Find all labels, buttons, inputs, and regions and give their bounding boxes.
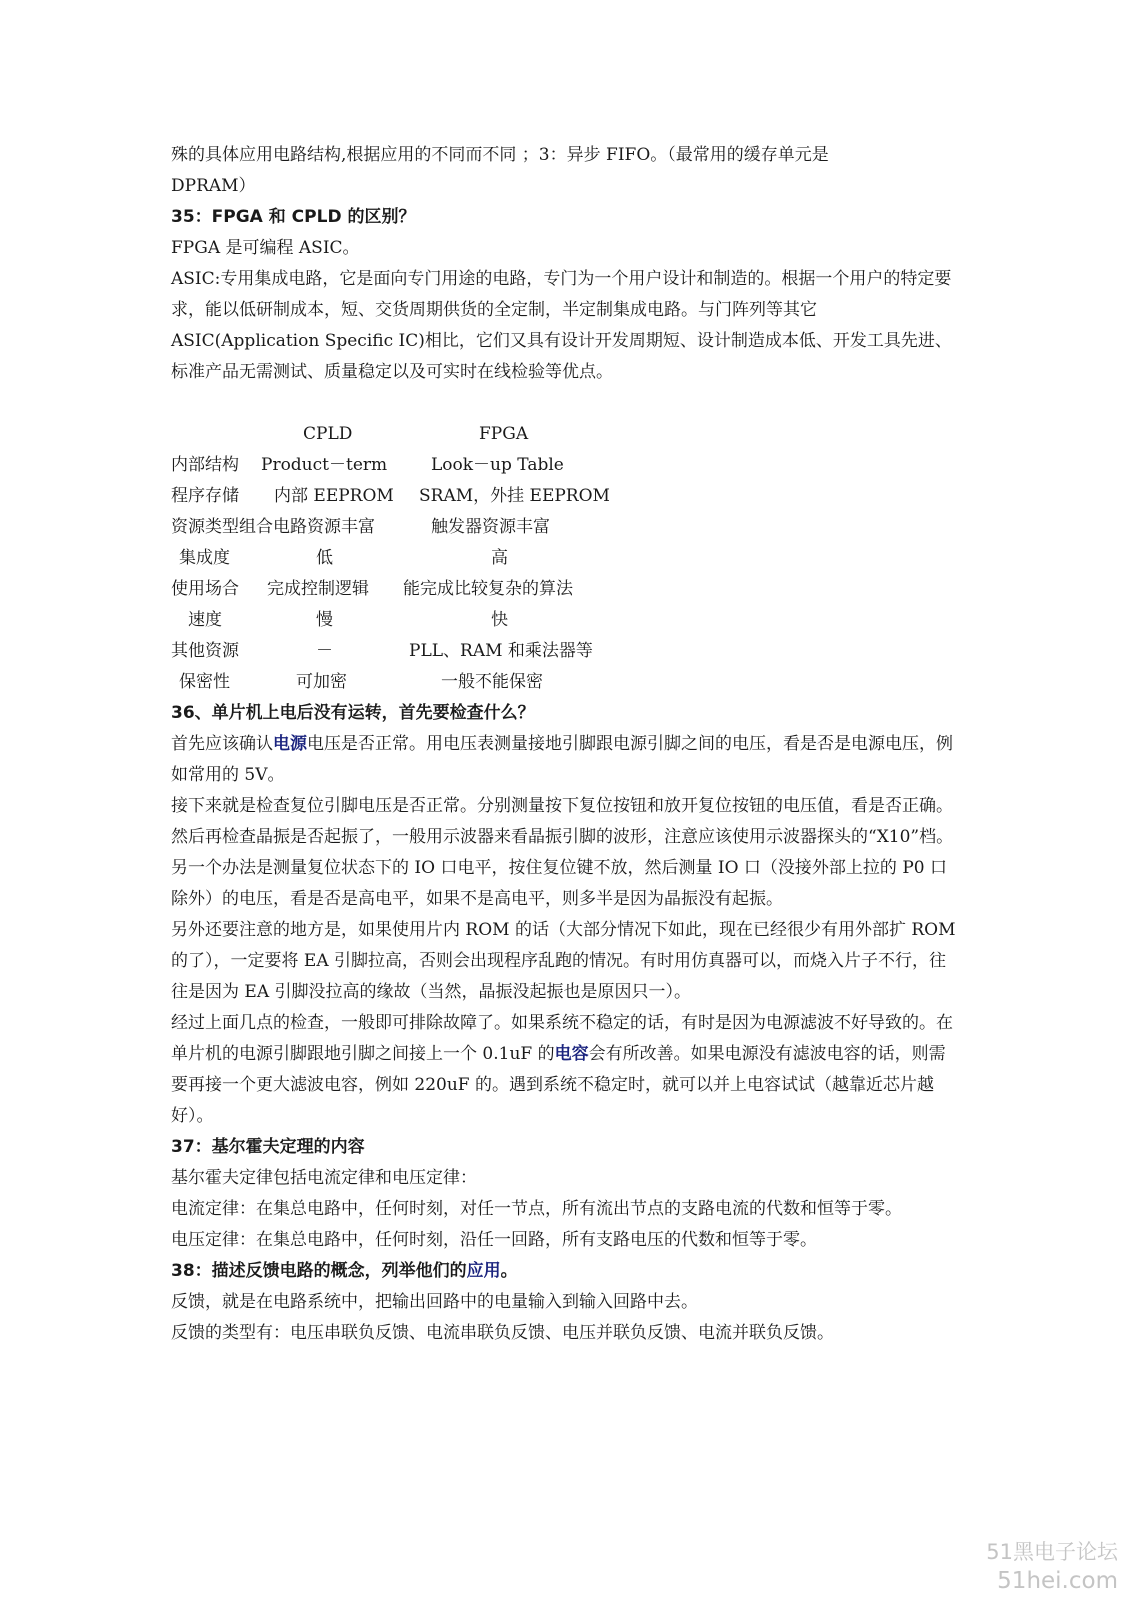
table-cell-fpga: 触发器资源丰富 [431, 517, 550, 537]
table-cell-fpga: 高 [491, 548, 508, 568]
q35-paragraph-2: ASIC:专用集成电路，它是面向专门用途的电路，专门为一个用户设计和制造的。根据一个用户的特定要求，能以低研制成本，短、交货周期供货的全定制，半定制集成电路。与门阵列等其它 ASIC(Application Specific IC)相比，它们又具有设计开发周期短、设计制造成本低、开发工具先进、标准产品无需测试、质量稳定以及可实时在线检验等优点。 [171, 269, 952, 382]
q38-heading-text: 38：描述反馈电路的概念，列举他们的 [171, 1261, 467, 1281]
q36-paragraph-3: 然后再检查晶振是否起振了，一般用示波器来看晶振引脚的波形，注意应该使用示波器探头的“X10”档。另一个办法是测量复位状态下的 IO 口电平，按住复位键不放，然后测量 IO 口（没接外部上拉的 P0 口除外）的电压，看是否是高电平，如果不是高电平，则多半是因为晶振没有起振。 [171, 827, 954, 909]
table-cell-cpld: － [316, 641, 333, 661]
power-link[interactable]: 电源 [273, 734, 307, 754]
table-header-fpga: FPGA [479, 424, 529, 444]
table-cell-cpld: Product－term [261, 455, 388, 475]
document-page [171, 140, 961, 1349]
table-row-label: 其他资源 [171, 641, 239, 661]
q38-paragraph-1: 反馈，就是在电路系统中，把输出回路中的电量输入到输入回路中去。 [171, 1292, 698, 1312]
cpld-fpga-comparison-table [171, 419, 961, 692]
table-cell-cpld: 低 [316, 548, 333, 568]
q35-heading: 35：FPGA 和 CPLD 的区别？ [171, 207, 416, 227]
q36-p5-text-start: 经过上面几点的检查，一般即可排除故障了。如果系统不稳定的话，有时是因为电源滤波不好导致的。在单片机的电源引脚跟地引脚之间接上一个 0.1uF 的 [171, 1013, 953, 1064]
q37-paragraph-1: 基尔霍夫定律包括电流定律和电压定律： [171, 1168, 477, 1188]
watermark-url: 51hei.com [997, 1568, 1118, 1594]
table-row-label: 程序存储 [171, 486, 239, 506]
q36-paragraph-5 [171, 1008, 961, 1132]
q36-paragraph-1 [171, 729, 961, 791]
q36-paragraph-2: 接下来就是检查复位引脚电压是否正常。分别测量按下复位按钮和放开复位按钮的电压值，看是否正确。 [171, 796, 953, 816]
table-row-label: 资源类型 [171, 517, 239, 537]
table-row-label: 集成度 [179, 548, 230, 568]
table-row-label: 速度 [188, 610, 222, 630]
intro-line-2: DPRAM） [171, 176, 256, 196]
table-cell-cpld: 慢 [316, 610, 333, 630]
q36-p1-text-end: 电压是否正常。用电压表测量接地引脚跟电源引脚之间的电压，看是否是电源电压，例如常用的 5V。 [171, 734, 953, 785]
q35-paragraph-1: FPGA 是可编程 ASIC。 [171, 238, 360, 258]
table-header-cpld: CPLD [303, 424, 353, 444]
watermark-title: 51黑电子论坛 [986, 1540, 1118, 1564]
table-cell-fpga: 快 [491, 610, 508, 630]
q38-paragraph-2: 反馈的类型有：电压串联负反馈、电流串联负反馈、电压并联负反馈、电流并联负反馈。 [171, 1323, 834, 1343]
application-link[interactable]: 应用 [466, 1261, 501, 1281]
table-cell-fpga: SRAM，外挂 EEPROM [419, 486, 610, 506]
table-row-label: 使用场合 [171, 579, 239, 599]
q36-p5-text-end: 会有所改善。如果电源没有滤波电容的话，则需要再接一个更大滤波电容，例如 220uF 的。遇到系统不稳定时，就可以并上电容试试（越靠近芯片越好）。 [171, 1044, 946, 1126]
table-row-label: 保密性 [179, 672, 230, 692]
table-cell-fpga: Look－up Table [431, 455, 564, 475]
table-row-label: 内部结构 [171, 455, 239, 475]
q37-paragraph-3: 电压定律：在集总电路中，任何时刻，沿任一回路，所有支路电压的代数和恒等于零。 [171, 1230, 817, 1250]
intro-line-1: 殊的具体应用电路结构,根据应用的不同而不同 ；3：异步 FIFO。（最常用的缓存单元是 [171, 145, 829, 165]
table-cell-fpga: PLL、RAM 和乘法器等 [409, 641, 593, 661]
q36-p1-text-start: 首先应该确认 [171, 734, 273, 754]
q38-heading [171, 1256, 961, 1287]
table-cell-cpld: 组合电路资源丰富 [239, 517, 375, 537]
table-cell-fpga: 一般不能保密 [441, 672, 543, 692]
q37-paragraph-2: 电流定律：在集总电路中，任何时刻，对任一节点，所有流出节点的支路电流的代数和恒等于零。 [171, 1199, 902, 1219]
q38-heading-end: 。 [500, 1261, 518, 1281]
table-cell-cpld: 完成控制逻辑 [267, 579, 369, 599]
q36-paragraph-4: 另外还要注意的地方是，如果使用片内 ROM 的话（大部分情况下如此，现在已经很少有用外部扩 ROM 的了），一定要将 EA 引脚拉高，否则会出现程序乱跑的情况。有时用仿真器可以，而烧入片子不行，往往是因为 EA 引脚没拉高的缘故（当然，晶振没起振也是原因只一）。 [171, 920, 956, 1002]
q37-heading: 37：基尔霍夫定理的内容 [171, 1137, 365, 1157]
capacitor-link[interactable]: 电容 [554, 1044, 589, 1064]
table-cell-cpld: 可加密 [296, 672, 347, 692]
table-cell-cpld: 内部 EEPROM [274, 486, 394, 506]
table-cell-fpga: 能完成比较复杂的算法 [403, 579, 573, 599]
q36-heading: 36、单片机上电后没有运转，首先要检查什么？ [171, 703, 535, 723]
